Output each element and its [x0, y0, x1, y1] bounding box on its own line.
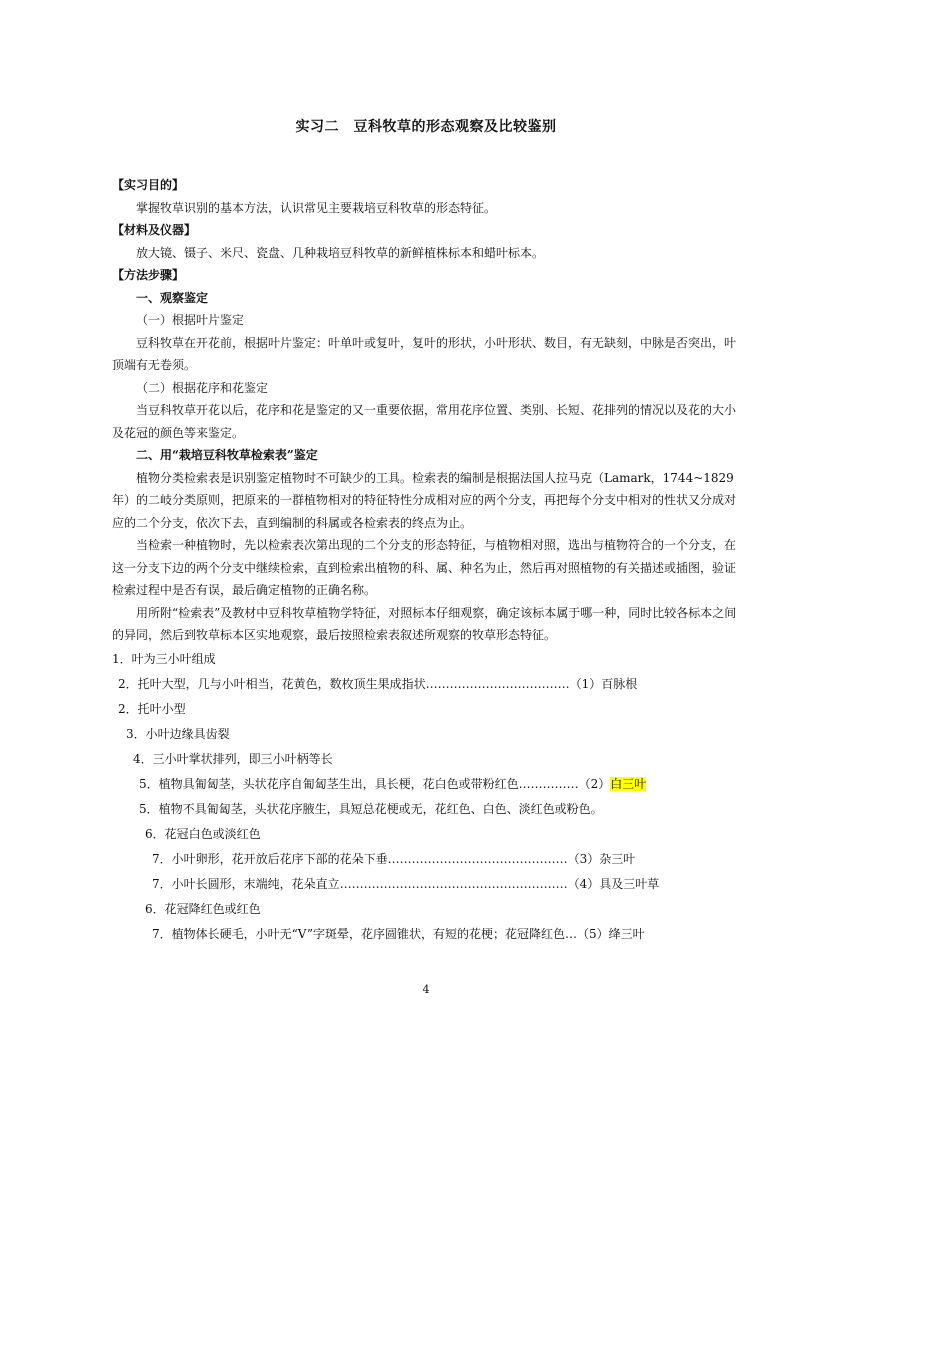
page-number: 4: [422, 983, 430, 996]
key-line: 1．叶为三小叶组成: [112, 651, 216, 666]
key-line: 6．花冠降红色或红色: [145, 901, 261, 916]
part2-paragraph-3: 用所附“检索表”及教材中豆科牧草植物学特征，对照标本仔细观察，确定该标本属于哪一种，同时比较各标本之间的异同，然后到牧草标本区实地观察，最后按照检索表叙述所观察的牧草形态特征。: [112, 605, 737, 642]
page-title: 实习二 豆科牧草的形态观察及比较鉴别: [295, 119, 557, 135]
highlighted-species: 白三叶: [610, 776, 647, 791]
key-line: 2．托叶小型: [118, 701, 186, 716]
part2-heading: 二、用“栽培豆科牧草检索表”鉴定: [136, 448, 318, 462]
part2-paragraph-2: 当检索一种植物时，先以检索表次第出现的二个分支的形态特征，与植物相对照，选出与植物符合的一个分支，在这一分支下边的两个分支中继续检索，直到检索出植物的科、属、种名为止，然后再对照植物的有关描述或插图，验证检索过程中是否有误，最后确定植物的正确名称。: [112, 538, 737, 597]
materials-text: 放大镜、镊子、米尺、瓷盘、几种栽培豆科牧草的新鲜植株标本和蜡叶标本。: [136, 245, 545, 260]
key-line: 3．小叶边缘具齿裂: [126, 726, 230, 741]
key-line: 7．小叶卵形，花开放后花序下部的花朵下垂………………………………………（3）杂三叶: [152, 851, 636, 866]
key-line: 2．托叶大型，几与小叶相当，花黄色，数枚顶生果成指状………………………………（1）百脉根: [118, 676, 638, 691]
purpose-text: 掌握牧草识别的基本方法，认识常见主要栽培豆科牧草的形态特征。: [136, 200, 497, 215]
key-line: 6．花冠白色或淡红色: [145, 826, 261, 841]
document-body: [112, 174, 742, 947]
part1-sub1-text: 豆科牧草在开花前，根据叶片鉴定：叶单叶或复叶，复叶的形状，小叶形状、数目，有无缺刻，中脉是否突出，叶顶端有无卷须。: [112, 335, 737, 372]
key-line: 7．植物体长硬毛，小叶无“V”字斑晕，花序圆锥状，有短的花梗；花冠降红色…（5）绛三叶: [152, 926, 645, 941]
key-line-highlighted: [112, 772, 742, 797]
identification-key: [112, 647, 742, 947]
key-line: 7．小叶长圆形，末端纯，花朵直立…………………………………………………（4）具及三叶草: [152, 876, 660, 891]
method-heading: 【方法步骤】: [112, 268, 185, 282]
key-line-text: 5．植物具匍匐茎，头状花序自匍匐茎生出，具长梗，花白色或带粉红色……………（2）: [139, 776, 611, 791]
purpose-heading: 【实习目的】: [112, 178, 185, 192]
key-line: 4．三小叶掌状排列，即三小叶柄等长: [133, 751, 333, 766]
materials-heading: 【材料及仪器】: [112, 223, 197, 237]
part1-sub2-text: 当豆科牧草开花以后，花序和花是鉴定的又一重要依据，常用花序位置、类别、长短、花排列的情况以及花的大小及花冠的颜色等来鉴定。: [112, 403, 737, 440]
part1-heading: 一、观察鉴定: [136, 290, 209, 305]
key-line: 5．植物不具匍匐茎，头状花序腋生，具短总花梗或无，花红色、白色、淡红色或粉色。: [139, 801, 603, 816]
part2-paragraph-1: 植物分类检索表是识别鉴定植物时不可缺少的工具。检索表的编制是根据法国人拉马克（Lamark，1744~1829 年）的二岐分类原则，把原来的一群植物相对的特征特性分成相对应的两个分支，再把每个分支中相对的性状又分成对应的二个分支，依次下去，直到编制的科属或各检索表的终点为止。: [112, 470, 737, 530]
part1-sub2-heading: （二）根据花序和花鉴定: [136, 380, 269, 395]
part1-sub1-heading: （一）根据叶片鉴定: [136, 313, 245, 327]
